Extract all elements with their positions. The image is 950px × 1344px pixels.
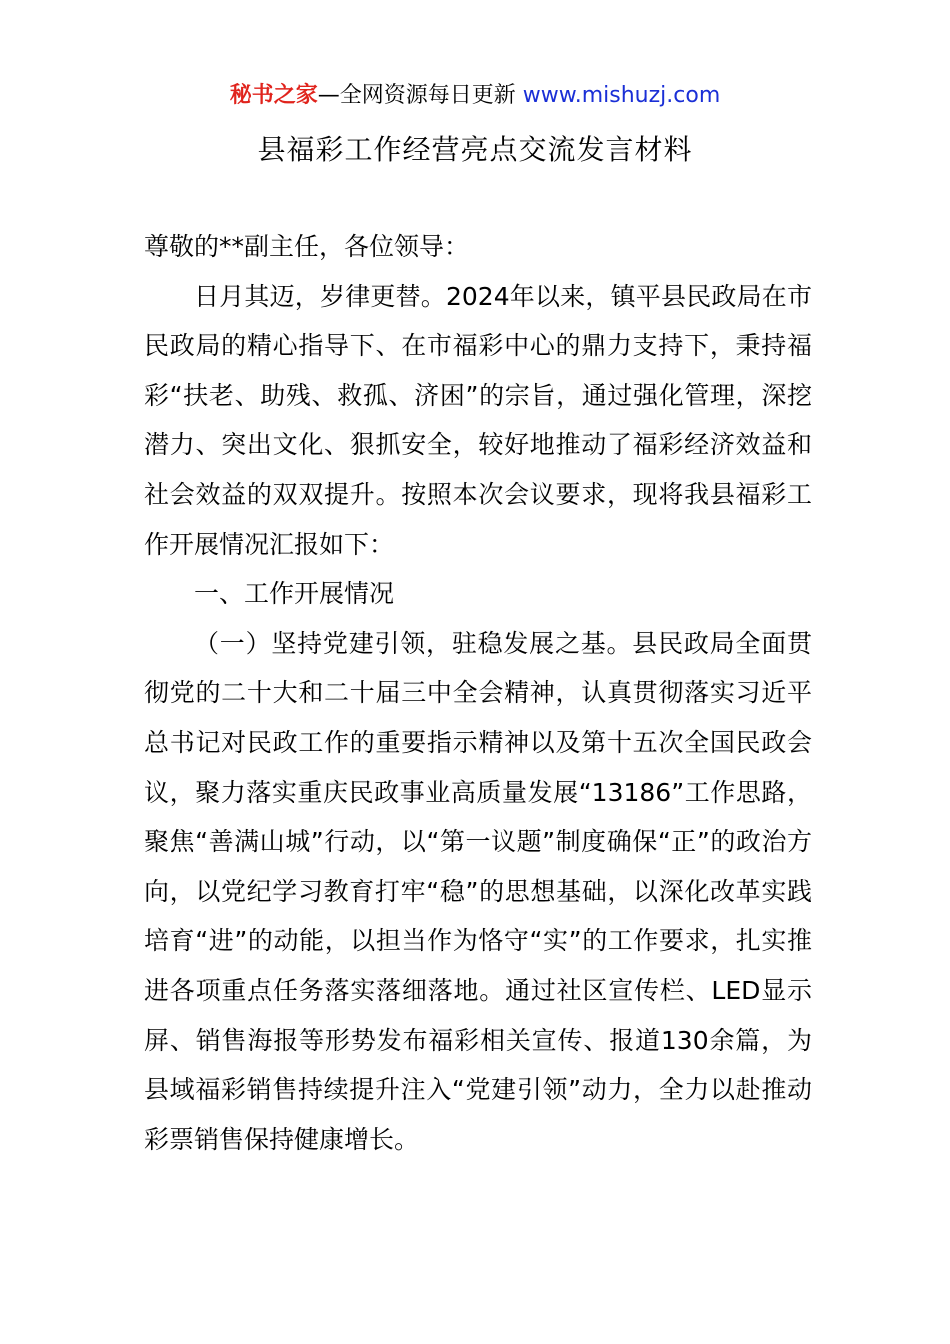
intro-paragraph: 日月其迈，岁律更替。2024年以来，镇平县民政局在市民政局的精心指导下、在市福彩中心的鼎力支持下，秉持福彩“扶老、助残、救孤、济困”的宗旨，通过强化管理，深挖潜力、突出文化、狠抓安全，较好地推动了福彩经济效益和社会效益的双双提升。按照本次会议要求，现将我县福彩工作开展情况汇报如下：: [144, 281, 812, 559]
document-body: [144, 222, 812, 1164]
subsection-paragraph: （一）坚持党建引领，驻稳发展之基。县民政局全面贯彻党的二十大和二十届三中全会精神，认真贯彻落实习近平总书记对民政工作的重要指示精神以及第十五次全国民政会议，聚力落实重庆民政事业高质量发展“13186”工作思路，聚焦“善满山城”行动，以“第一议题”制度确保“正”的政治方向，以党纪学习教育打牢“稳”的思想基础，以深化改革实践培育“进”的动能，以担当作为恪守“实”的工作要求，扎实推进各项重点任务落实落细落地。通过社区宣传栏、LED显示屏、销售海报等形势发布福彩相关宣传、报道130余篇，为县域福彩销售持续提升注入“党建引领”动力，全力以赴推动彩票销售保持健康增长。: [144, 628, 812, 1154]
site-brand: 秘书之家: [229, 83, 318, 108]
section-heading: 一、工作开展情况: [194, 579, 395, 609]
document-title: 县福彩工作经营亮点交流发言材料: [257, 133, 693, 166]
site-tagline: —全网资源每日更新: [317, 83, 523, 108]
site-header: [0, 80, 950, 112]
site-url-link[interactable]: www.mishuzj.com: [522, 83, 721, 108]
salutation: 尊敬的**副主任，各位领导：: [144, 232, 470, 261]
